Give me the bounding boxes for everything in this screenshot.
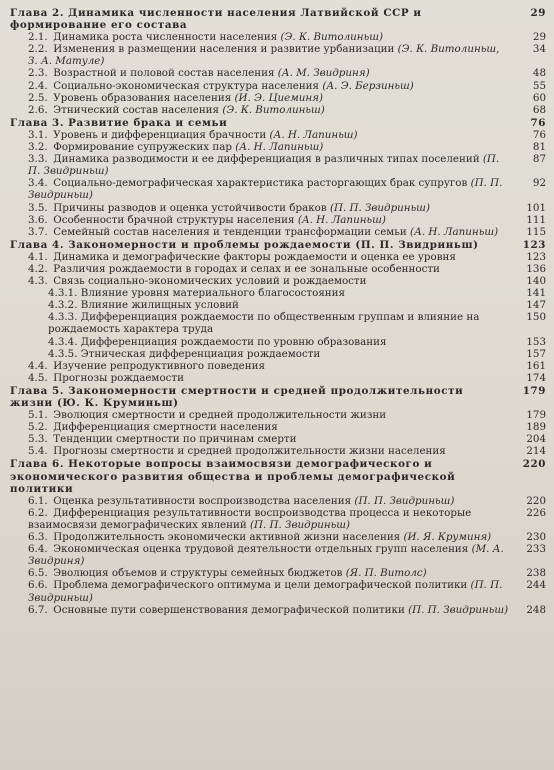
toc-section bbox=[10, 275, 546, 287]
page-number: 81 bbox=[532, 141, 546, 154]
entry-author: (Э. К. Витолиньш) bbox=[222, 103, 325, 116]
toc-entry-text bbox=[48, 299, 516, 311]
toc-section bbox=[10, 80, 546, 92]
page-number: 115 bbox=[526, 225, 546, 238]
toc-chapter bbox=[10, 458, 546, 494]
section-number: 5.2. bbox=[28, 421, 48, 434]
entry-author: (А. Э. Берзиньш) bbox=[322, 79, 414, 92]
entry-title: Социально-экономическая структура населения bbox=[53, 79, 320, 92]
entry-author: (А. Н. Лапиньш) bbox=[235, 141, 324, 154]
page-number: 220 bbox=[522, 458, 546, 471]
toc-entry-text bbox=[28, 567, 516, 579]
toc-section bbox=[10, 372, 546, 384]
entry-title: Динамика разводимости и ее дифференциация в различных типах поселений bbox=[53, 153, 480, 166]
section-number: 5.4. bbox=[28, 445, 48, 458]
page-number: 147 bbox=[526, 299, 546, 312]
toc-section bbox=[10, 31, 546, 43]
page-number: 189 bbox=[526, 421, 546, 434]
section-number: 4.3.3. bbox=[48, 311, 78, 324]
toc-entry-text bbox=[28, 202, 516, 214]
entry-title: Дифференциация смертности населения bbox=[53, 421, 278, 434]
toc-subsection bbox=[10, 336, 546, 348]
toc-entry-text bbox=[48, 311, 516, 335]
toc-entry-text bbox=[28, 226, 516, 238]
toc-section bbox=[10, 251, 546, 263]
page-number: 157 bbox=[526, 347, 546, 360]
toc-entry-text bbox=[28, 531, 516, 543]
toc-section bbox=[10, 263, 546, 275]
entry-title: Продолжительность экономически активной жизни населения bbox=[53, 531, 401, 544]
page-number: 179 bbox=[526, 409, 546, 422]
toc-entry-text bbox=[28, 507, 516, 531]
toc-entry-text bbox=[28, 445, 516, 457]
entry-title: Глава 6. Некоторые вопросы взаимосвязи демографического и экономического развития общества и проблемы демографической политики bbox=[10, 458, 456, 495]
entry-author: (И. Э. Циеминя) bbox=[234, 91, 323, 104]
toc-entry-text bbox=[28, 275, 516, 287]
toc-entry-text bbox=[28, 104, 516, 116]
entry-title: Экономическая оценка трудовой деятельности отдельных групп населения bbox=[53, 543, 469, 556]
section-number: 4.3. bbox=[28, 275, 48, 288]
entry-title: Этнический состав населения bbox=[53, 103, 220, 116]
page-number: 153 bbox=[526, 335, 546, 348]
section-number: 6.6. bbox=[28, 579, 48, 592]
page-number: 123 bbox=[526, 250, 546, 263]
section-number: 4.3.4. bbox=[48, 335, 78, 348]
entry-title: Глава 4. Закономерности и проблемы рождаемости (П. П. Звидриньш) bbox=[10, 238, 479, 251]
toc-section bbox=[10, 421, 546, 433]
entry-title: Дифференциация результативности воспроизводства процесса и некоторые взаимосвязи демографических явлений bbox=[28, 506, 472, 531]
toc-section bbox=[10, 360, 546, 372]
section-number: 6.4. bbox=[28, 543, 48, 556]
entry-title: Дифференциация рождаемости по общественным группам и влияние на рождаемость характера труда bbox=[48, 311, 480, 336]
entry-title: Семейный состав населения и тенденции трансформации семьи bbox=[53, 225, 407, 238]
toc-section bbox=[10, 433, 546, 445]
entry-title: Возрастной и половой состав населения bbox=[53, 67, 275, 80]
toc-entry-text bbox=[28, 360, 516, 372]
toc-section bbox=[10, 495, 546, 507]
section-number: 2.5. bbox=[28, 91, 48, 104]
toc-section bbox=[10, 141, 546, 153]
page-number: 136 bbox=[526, 262, 546, 275]
toc-chapter bbox=[10, 239, 546, 251]
toc-entry-text bbox=[48, 336, 516, 348]
toc-entry-text bbox=[28, 372, 516, 384]
toc-entry-text bbox=[48, 287, 516, 299]
entry-title: Динамика роста численности населения bbox=[53, 31, 278, 44]
section-number: 4.3.1. bbox=[48, 287, 78, 300]
section-number: 2.3. bbox=[28, 67, 48, 80]
entry-title: Уровень и дифференциация брачности bbox=[53, 128, 267, 141]
page-number: 220 bbox=[526, 494, 546, 507]
entry-title: Особенности брачной структуры населения bbox=[53, 213, 295, 226]
entry-title: Тенденции смертности по причинам смерти bbox=[53, 433, 297, 446]
entry-title: Проблема демографического оптимума и цели демографической политики bbox=[53, 579, 468, 592]
page-number: 174 bbox=[526, 371, 546, 384]
page-number: 123 bbox=[522, 238, 546, 251]
toc-entry-text bbox=[28, 543, 516, 567]
page-number: 238 bbox=[526, 567, 546, 580]
page-number: 76 bbox=[532, 128, 546, 141]
toc-entry-text bbox=[28, 129, 516, 141]
toc-entry-text bbox=[28, 579, 516, 603]
section-number: 5.3. bbox=[28, 433, 48, 446]
entry-title: Эволюция смертности и средней продолжительности жизни bbox=[53, 409, 387, 422]
page-number: 230 bbox=[526, 531, 546, 544]
toc-section bbox=[10, 409, 546, 421]
page-number: 226 bbox=[526, 506, 546, 519]
table-of-contents bbox=[10, 6, 546, 616]
toc-entry-text bbox=[28, 214, 516, 226]
page-number: 233 bbox=[526, 543, 546, 556]
page-number: 179 bbox=[522, 384, 546, 397]
entry-title: Уровень образования населения bbox=[53, 91, 232, 104]
page-number: 141 bbox=[526, 287, 546, 300]
entry-author: (А. М. Звидриня) bbox=[277, 67, 370, 80]
toc-section bbox=[10, 604, 546, 616]
page-number: 68 bbox=[532, 103, 546, 116]
toc-chapter bbox=[10, 117, 546, 129]
page-number: 29 bbox=[532, 31, 546, 44]
toc-entry-text bbox=[28, 153, 516, 177]
section-number: 3.3. bbox=[28, 153, 48, 166]
toc-subsection bbox=[10, 299, 546, 311]
section-number: 3.6. bbox=[28, 213, 48, 226]
page-number: 92 bbox=[532, 177, 546, 190]
section-number: 6.2. bbox=[28, 506, 48, 519]
toc-entry-text bbox=[28, 251, 516, 263]
toc-entry-text bbox=[28, 43, 516, 67]
entry-author: (П. П. Звидриньш) bbox=[354, 494, 455, 507]
entry-title: Дифференциация рождаемости по уровню образования bbox=[80, 335, 387, 348]
toc-entry-text bbox=[28, 141, 516, 153]
page-number: 48 bbox=[532, 67, 546, 80]
toc-section bbox=[10, 214, 546, 226]
toc-section bbox=[10, 226, 546, 238]
toc-section bbox=[10, 153, 546, 177]
page-number: 60 bbox=[532, 91, 546, 104]
page-number: 140 bbox=[526, 275, 546, 288]
page-number: 101 bbox=[526, 201, 546, 214]
entry-title: Глава 5. Закономерности смертности и средней продолжительности жизни (Ю. К. Круминьш) bbox=[10, 384, 464, 409]
section-number: 6.5. bbox=[28, 567, 48, 580]
section-number: 6.3. bbox=[28, 531, 48, 544]
toc-entry-text bbox=[28, 80, 516, 92]
section-number: 2.6. bbox=[28, 103, 48, 116]
toc-section bbox=[10, 43, 546, 67]
toc-section bbox=[10, 202, 546, 214]
toc-section bbox=[10, 445, 546, 457]
page-number: 55 bbox=[532, 79, 546, 92]
page-number: 150 bbox=[526, 311, 546, 324]
page-number: 244 bbox=[526, 579, 546, 592]
toc-entry-text bbox=[28, 495, 516, 507]
page-number: 29 bbox=[530, 7, 546, 19]
entry-title: Социально-демографическая характеристика расторгающих брак супругов bbox=[53, 177, 468, 190]
entry-author: (И. Я. Круминя) bbox=[403, 531, 492, 544]
toc-section bbox=[10, 177, 546, 201]
entry-title: Формирование супружеских пар bbox=[53, 141, 232, 154]
entry-author: (Э. К. Витолиньш, З. А. Матуле) bbox=[28, 43, 500, 68]
page-number: 248 bbox=[526, 603, 546, 616]
entry-title: Динамика и демографические факторы рождаемости и оценка ее уровня bbox=[53, 250, 456, 263]
entry-author: (А. Н. Лапиньш) bbox=[269, 128, 358, 141]
toc-subsection bbox=[10, 348, 546, 360]
entry-title: Оценка результативности воспроизводства населения bbox=[53, 494, 352, 507]
toc-section bbox=[10, 129, 546, 141]
entry-author: (П. П. Звидриньш) bbox=[329, 201, 430, 214]
entry-title: Изменения в размещении населения и развитие урбанизации bbox=[53, 43, 395, 56]
toc-entry-text bbox=[28, 409, 516, 421]
entry-author: (П. П. Звидриньш) bbox=[28, 153, 500, 178]
section-number: 4.5. bbox=[28, 371, 48, 384]
toc-section bbox=[10, 104, 546, 116]
page-number: 204 bbox=[526, 433, 546, 446]
toc-entry-text bbox=[28, 433, 516, 445]
section-number: 4.4. bbox=[28, 359, 48, 372]
toc-chapter bbox=[10, 7, 546, 31]
toc-entry-text bbox=[10, 239, 516, 251]
section-number: 3.5. bbox=[28, 201, 48, 214]
entry-author: (Я. П. Витолс) bbox=[345, 567, 427, 580]
entry-title: Влияние жилищных условий bbox=[80, 299, 239, 312]
toc-subsection bbox=[10, 311, 546, 335]
entry-title: Глава 3. Развитие брака и семьи bbox=[10, 116, 228, 129]
toc-entry-text bbox=[28, 421, 516, 433]
page-number: 161 bbox=[526, 359, 546, 372]
toc-section bbox=[10, 543, 546, 567]
toc-entry-text bbox=[10, 385, 516, 409]
section-number: 4.3.5. bbox=[48, 347, 78, 360]
entry-title: Этническая дифференциация рождаемости bbox=[80, 347, 321, 360]
toc-entry-text bbox=[10, 117, 516, 129]
section-number: 6.1. bbox=[28, 494, 48, 507]
toc-section bbox=[10, 567, 546, 579]
section-number: 4.3.2. bbox=[48, 299, 78, 312]
entry-author: (А. Н. Лапиньш) bbox=[297, 213, 386, 226]
section-number: 3.1. bbox=[28, 128, 48, 141]
toc-section bbox=[10, 531, 546, 543]
entry-title: Глава 2. Динамика численности населения Латвийской ССР и формирование его состава bbox=[10, 7, 422, 32]
page-number: 87 bbox=[532, 153, 546, 166]
entry-title: Эволюция объемов и структуры семейных бюджетов bbox=[53, 567, 343, 580]
entry-author: (П. П. Звидриньш) bbox=[28, 177, 503, 202]
toc-entry-text bbox=[48, 348, 516, 360]
toc-entry-text bbox=[28, 177, 516, 201]
toc-entry-text bbox=[10, 7, 516, 31]
toc-entry-text bbox=[28, 31, 516, 43]
entry-author: (П. П. Звидриньш) bbox=[408, 603, 509, 616]
toc-section bbox=[10, 92, 546, 104]
toc-entry-text bbox=[28, 263, 516, 275]
entry-title: Прогнозы смертности и средней продолжительности жизни населения bbox=[53, 445, 446, 458]
section-number: 4.1. bbox=[28, 250, 48, 263]
entry-title: Прогнозы рождаемости bbox=[53, 371, 184, 384]
section-number: 2.4. bbox=[28, 79, 48, 92]
toc-section bbox=[10, 67, 546, 79]
section-number: 3.2. bbox=[28, 141, 48, 154]
section-number: 4.2. bbox=[28, 262, 48, 275]
entry-title: Основные пути совершенствования демографической политики bbox=[53, 603, 405, 616]
page-number: 76 bbox=[530, 116, 546, 129]
entry-title: Различия рождаемости в городах и селах и ее зональные особенности bbox=[53, 262, 440, 275]
section-number: 2.2. bbox=[28, 43, 48, 56]
toc-chapter bbox=[10, 385, 546, 409]
toc-entry-text bbox=[28, 92, 516, 104]
toc-subsection bbox=[10, 287, 546, 299]
toc-entry-text bbox=[10, 458, 516, 494]
section-number: 5.1. bbox=[28, 409, 48, 422]
page-number: 34 bbox=[532, 43, 546, 56]
entry-author: (П. П. Звидриньш) bbox=[28, 579, 503, 604]
toc-section bbox=[10, 579, 546, 603]
section-number: 2.1. bbox=[28, 31, 48, 44]
section-number: 6.7. bbox=[28, 603, 48, 616]
entry-author: (М. А. Звидриня) bbox=[28, 543, 504, 568]
entry-title: Связь социально-экономических условий и рождаемости bbox=[53, 275, 367, 288]
page-number: 111 bbox=[526, 213, 546, 226]
page-number: 214 bbox=[526, 445, 546, 458]
toc-section bbox=[10, 507, 546, 531]
entry-title: Влияние уровня материального благосостояния bbox=[80, 287, 346, 300]
toc-entry-text bbox=[28, 604, 516, 616]
toc-entry-text bbox=[28, 67, 516, 79]
entry-author: (Э. К. Витолиньш) bbox=[280, 31, 383, 44]
entry-author: (А. Н. Лапиньш) bbox=[410, 225, 499, 238]
entry-title: Изучение репродуктивного поведения bbox=[53, 359, 265, 372]
section-number: 3.7. bbox=[28, 225, 48, 238]
entry-author: (П. П. Звидриньш) bbox=[249, 518, 351, 531]
entry-title: Причины разводов и оценка устойчивости браков bbox=[53, 201, 327, 214]
section-number: 3.4. bbox=[28, 177, 48, 190]
